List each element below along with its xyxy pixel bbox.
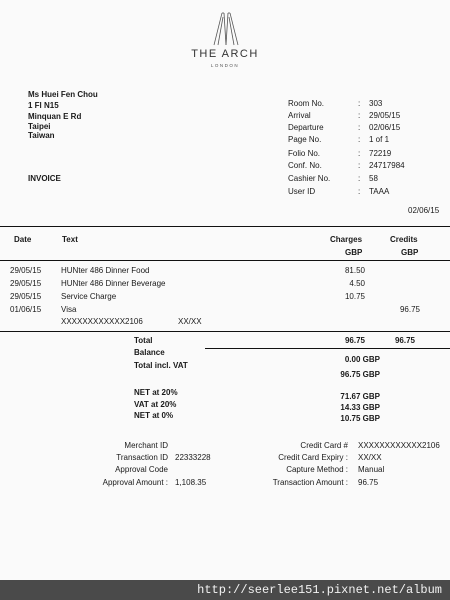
row-text: Service Charge — [61, 292, 117, 301]
net0-value: 10.75 GBP — [340, 414, 380, 423]
detail-colon: : — [358, 123, 361, 132]
total-underline — [205, 348, 450, 349]
payment-value: XXXXXXXXXXXX2106 — [358, 441, 440, 450]
footer-url: http://seerlee151.pixnet.net/album — [197, 583, 442, 597]
guest-name: Ms Huei Fen Chou — [28, 90, 98, 99]
print-date: 02/06/15 — [408, 206, 440, 215]
row-text: HUNter 486 Dinner Food — [61, 266, 150, 275]
header-top-rule — [0, 226, 450, 227]
total-credits: 96.75 — [394, 336, 415, 345]
payment-label: Transaction Amount : — [272, 478, 348, 487]
payment-label: Capture Method : — [286, 465, 348, 474]
card-number: XXXXXXXXXXXX2106 — [61, 317, 143, 326]
detail-value: TAAA — [369, 187, 390, 196]
detail-colon: : — [358, 99, 361, 108]
payment-label: Approval Code — [115, 465, 168, 474]
payment-value: 22333228 — [175, 453, 211, 462]
payment-label: Credit Card Expiry : — [278, 453, 348, 462]
incl-vat-label: Total incl. VAT — [134, 361, 188, 370]
detail-label: Arrival — [288, 111, 311, 120]
total-label: Total — [134, 336, 153, 345]
row-date: 29/05/15 — [10, 292, 42, 301]
address-line: Taipei — [28, 122, 51, 131]
detail-value: 24717984 — [369, 161, 405, 170]
total-charges: 96.75 — [344, 336, 365, 345]
payment-value: XX/XX — [358, 453, 382, 462]
row-charges: 81.50 — [344, 266, 365, 275]
detail-value: 303 — [369, 99, 383, 108]
balance-value: 0.00 GBP — [344, 355, 380, 364]
column-header-text: Text — [62, 235, 78, 244]
payment-value: 96.75 — [358, 478, 379, 487]
row-charges: 4.50 — [349, 279, 365, 288]
row-charges: 10.75 — [344, 292, 365, 301]
detail-colon: : — [358, 161, 361, 170]
detail-label: Folio No. — [288, 149, 321, 158]
detail-value: 1 of 1 — [369, 135, 390, 144]
detail-colon: : — [358, 187, 361, 196]
payment-value: Manual — [358, 465, 385, 474]
brand-city: LONDON — [210, 63, 240, 68]
vat20-value: 14.33 GBP — [340, 403, 380, 412]
row-credits: 96.75 — [399, 305, 420, 314]
payment-label: Approval Amount : — [102, 478, 168, 487]
row-date: 01/06/15 — [10, 305, 42, 314]
vat20-label: VAT at 20% — [134, 400, 177, 409]
detail-colon: : — [358, 135, 361, 144]
address-line: 1 Fl N15 — [28, 101, 59, 110]
row-date: 29/05/15 — [10, 279, 42, 288]
detail-value: 29/05/15 — [369, 111, 401, 120]
card-expiry: XX/XX — [178, 317, 202, 326]
address-line: Minquan E Rd — [28, 112, 82, 121]
detail-label: Room No. — [288, 99, 325, 108]
column-header-credits: Credits — [390, 235, 418, 244]
column-header-charges: Charges — [330, 235, 363, 244]
brand-name: THE ARCH — [191, 48, 259, 60]
detail-colon: : — [358, 111, 361, 120]
detail-colon: : — [358, 174, 361, 183]
detail-label: Page No. — [288, 135, 322, 144]
detail-label: Departure — [288, 123, 324, 132]
payment-label: Merchant ID — [124, 441, 168, 450]
row-text: HUNter 486 Dinner Beverage — [61, 279, 166, 288]
net20-label: NET at 20% — [134, 388, 178, 397]
net0-label: NET at 0% — [134, 411, 174, 420]
charges-currency: GBP — [345, 248, 363, 257]
detail-colon: : — [358, 149, 361, 158]
detail-label: Conf. No. — [288, 161, 322, 170]
incl-vat-value: 96.75 GBP — [340, 370, 380, 379]
row-text: Visa — [61, 305, 77, 314]
balance-label: Balance — [134, 348, 165, 357]
totals-top-rule — [0, 331, 450, 332]
row-date: 29/05/15 — [10, 266, 42, 275]
payment-label: Credit Card # — [300, 441, 348, 450]
column-header-date: Date — [14, 235, 32, 244]
net20-value: 71.67 GBP — [340, 392, 380, 401]
payment-label: Transaction ID — [116, 453, 168, 462]
arch-logo-icon — [211, 12, 241, 46]
document-type: INVOICE — [28, 174, 61, 183]
detail-value: 02/06/15 — [369, 123, 401, 132]
detail-label: Cashier No. — [288, 174, 331, 183]
payment-value: 1,108.35 — [175, 478, 207, 487]
detail-label: User ID — [288, 187, 316, 196]
detail-value: 72219 — [369, 149, 392, 158]
credits-currency: GBP — [401, 248, 419, 257]
header-bottom-rule — [0, 260, 450, 261]
address-line: Taiwan — [28, 131, 55, 140]
detail-value: 58 — [369, 174, 378, 183]
